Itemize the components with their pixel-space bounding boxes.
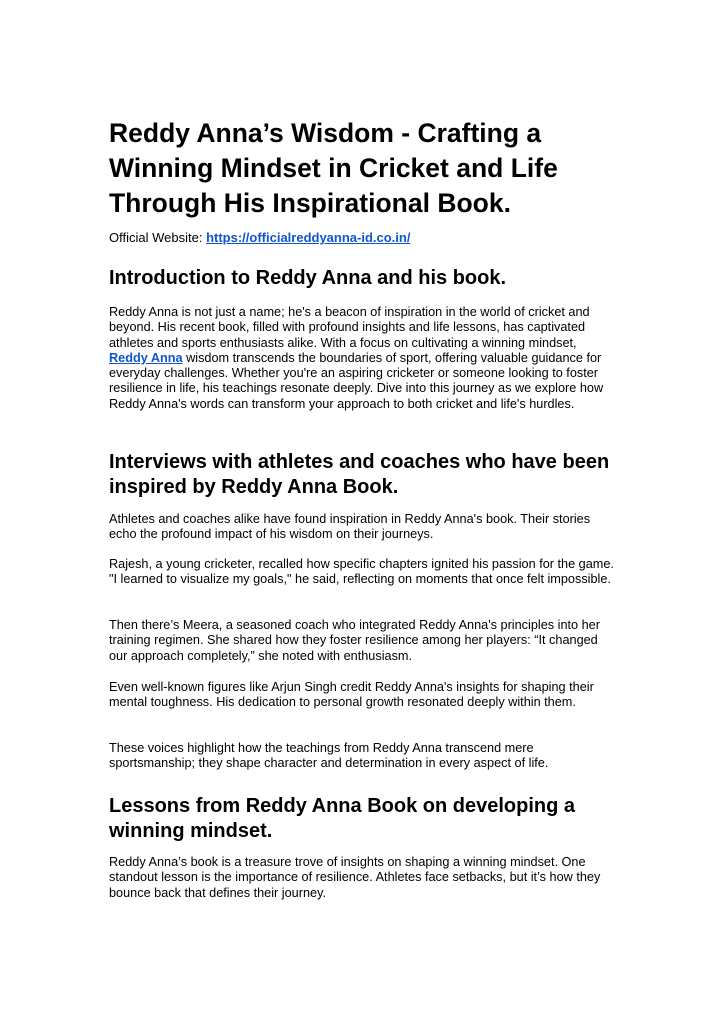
intro-text-after: wisdom transcends the boundaries of sport, offering valuable guidance for everyday challenges. Whether you're an aspiring cricketer or someone looking to foster resilience in life, his teachings resonate deeply. Dive into this journey as we explore how Reddy Anna's words can transform your approach to both cricket and life's hurdles. bbox=[109, 350, 604, 411]
interviews-paragraph-4: Even well-known figures like Arjun Singh credit Reddy Anna's insights for shaping their mental toughness. His dedication to personal growth resonated deeply within them. bbox=[109, 680, 594, 710]
official-website-link[interactable]: https://officialreddyanna-id.co.in/ bbox=[206, 230, 411, 245]
interviews-paragraph-2: Rajesh, a young cricketer, recalled how specific chapters ignited his passion for the game. "I learned to visualize my goals," he said, reflecting on moments that once felt impossible. bbox=[109, 557, 614, 587]
interviews-paragraph-5: These voices highlight how the teachings from Reddy Anna transcend mere sportsmanship; they shape character and determination in every aspect of life. bbox=[109, 741, 549, 771]
reddy-anna-link[interactable]: Reddy Anna bbox=[109, 350, 183, 365]
section-heading-interviews: Interviews with athletes and coaches who have been inspired by Reddy Anna Book. bbox=[109, 451, 610, 498]
intro-text-before: Reddy Anna is not just a name; he's a beacon of inspiration in the world of cricket and beyond. His recent book, filled with profound insights and life lessons, has captivated athletes and sports enthusiasts alike. With a focus on cultivating a winning mindset, bbox=[109, 305, 590, 350]
lessons-paragraph-1: Reddy Anna’s book is a treasure trove of insights on shaping a winning mindset. One standout lesson is the importance of resilience. Athletes face setbacks, but it’s how they bounce back that defines their journey. bbox=[109, 855, 601, 900]
section-heading-introduction: Introduction to Reddy Anna and his book. bbox=[109, 267, 507, 289]
official-website-label: Official Website: bbox=[109, 230, 207, 245]
page-title: Reddy Anna’s Wisdom - Crafting a Winning Mindset in Cricket and Life Through His Inspirational Book. bbox=[109, 118, 558, 218]
intro-paragraph bbox=[109, 305, 615, 412]
official-website-line bbox=[109, 230, 410, 246]
interviews-paragraph-3: Then there’s Meera, a seasoned coach who integrated Reddy Anna's principles into her training regimen. She shared how they foster resilience among her players: “It changed our approach completely,” she noted with enthusiasm. bbox=[109, 618, 600, 663]
interviews-paragraph-1: Athletes and coaches alike have found inspiration in Reddy Anna's book. Their stories echo the profound impact of his wisdom on their journeys. bbox=[109, 512, 591, 542]
section-heading-lessons: Lessons from Reddy Anna Book on developing a winning mindset. bbox=[109, 795, 575, 842]
